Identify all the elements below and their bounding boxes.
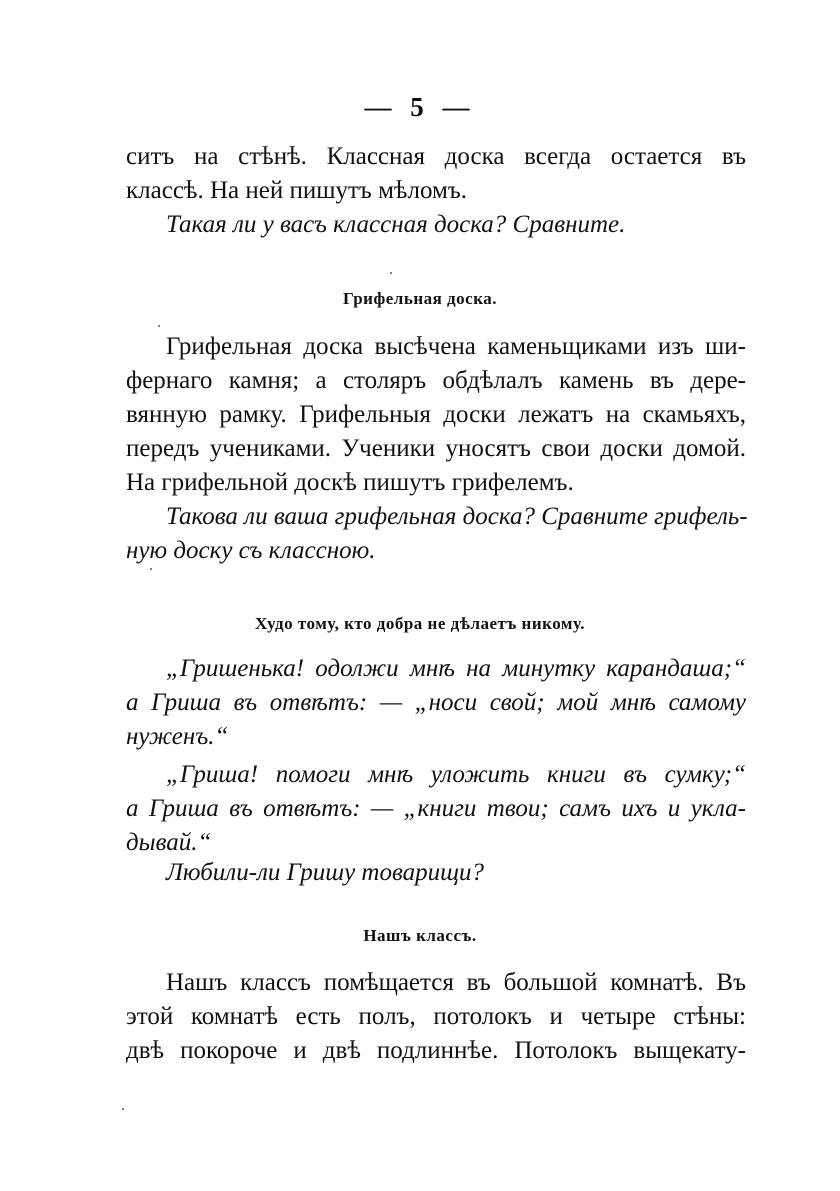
print-speck xyxy=(158,325,160,327)
print-speck xyxy=(390,272,392,274)
dialogue-line: а Гриша въ отвѣтъ: — „книги твои; самъ ихъ и укла- xyxy=(126,795,746,822)
dialogue-line: а Гриша въ отвѣтъ: — „носи свой; мой мнѣ самому xyxy=(126,689,746,716)
text-line: передъ учениками. Ученики уносятъ свои доски домой. xyxy=(126,435,746,462)
text-line: ситъ на стѣнѣ. Классная доска всегда остается въ xyxy=(126,143,746,170)
dialogue-line: „Гриша! помоги мнѣ уложить книги въ сумку;“ xyxy=(166,761,746,788)
dialogue-line: нуженъ.“ xyxy=(126,723,229,750)
print-speck xyxy=(150,568,152,570)
question-line: ную доску съ классною. xyxy=(126,537,376,564)
dialogue-line: дывай.“ xyxy=(126,829,212,856)
text-line: фернаго камня; а столяръ обдѣлалъ камень въ дере- xyxy=(126,367,746,394)
print-speck xyxy=(122,1108,124,1110)
question-line: Такая ли у васъ классная доска? Сравните. xyxy=(166,211,626,238)
section-heading-grisha: Худо тому, кто добра не дѣлаетъ никому. xyxy=(254,614,585,633)
section-heading-slate: Грифельная доска. xyxy=(342,289,497,308)
text-line: этой комнатѣ есть полъ, потолокъ и четыре стѣны: xyxy=(126,1003,746,1030)
text-line: Нашъ классъ помѣщается въ большой комнатѣ. Въ xyxy=(166,969,746,996)
text-line: Грифельная доска высѣчена каменьщиками изъ ши- xyxy=(166,333,746,360)
text-line: двѣ покороче и двѣ подлиннѣе. Потолокъ выщекату- xyxy=(126,1037,746,1064)
text-line: классѣ. На ней пишутъ мѣломъ. xyxy=(126,177,467,204)
dialogue-line: „Гришенька! одолжи мнѣ на минутку карандаша;“ xyxy=(166,655,746,682)
question-line: Любили-ли Гришу товарищи? xyxy=(166,859,485,886)
text-line: На грифельной доскѣ пишутъ грифелемъ. xyxy=(126,469,574,496)
page-number: — 5 — xyxy=(364,92,476,122)
section-heading-class: Нашъ классъ. xyxy=(363,926,477,945)
text-line: вянную рамку. Грифельныя доски лежатъ на скамьяхъ, xyxy=(126,401,746,428)
question-line: Такова ли ваша грифельная доска? Сравните грифель- xyxy=(166,503,748,530)
